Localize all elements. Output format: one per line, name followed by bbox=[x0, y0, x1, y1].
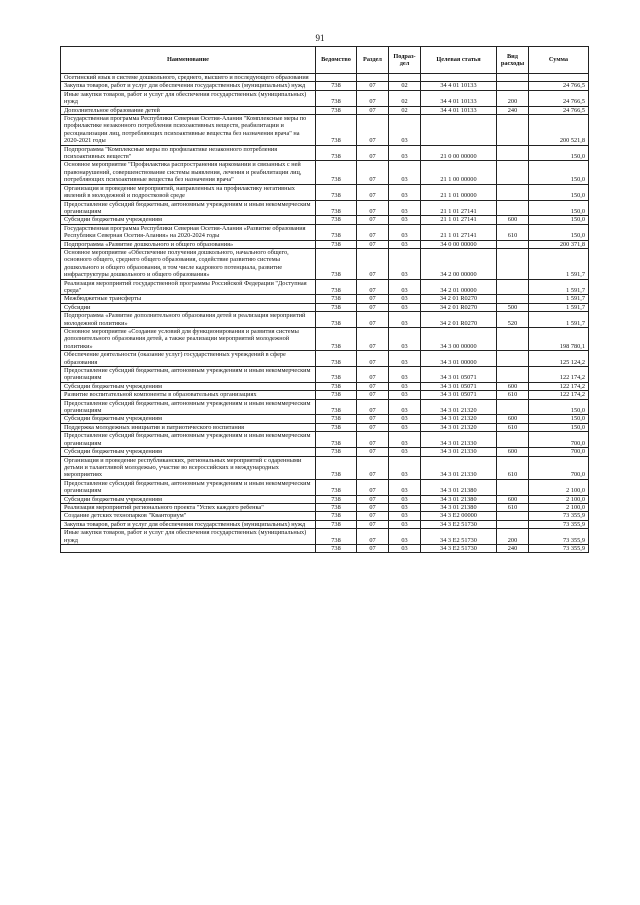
row-dept-cell: 738 bbox=[316, 495, 357, 503]
row-name-cell: Реализация мероприятий государственной программы Российской Федерации "Доступная среда" bbox=[61, 279, 316, 295]
row-dept-cell: 738 bbox=[316, 303, 357, 311]
row-target-cell: 34 3 01 21380 bbox=[421, 479, 497, 495]
table-row bbox=[61, 495, 589, 503]
row-dept-cell: 738 bbox=[316, 423, 357, 431]
row-dept-cell: 738 bbox=[316, 448, 357, 456]
header-name: Наименование bbox=[61, 47, 316, 74]
row-subsection-cell: 03 bbox=[389, 367, 421, 383]
row-dept-cell: 738 bbox=[316, 184, 357, 200]
row-target-cell: 21 1 01 27141 bbox=[421, 216, 497, 224]
header-dept: Ведомство bbox=[316, 47, 357, 74]
row-name-cell: Субсидии бюджетным учреждениям bbox=[61, 415, 316, 423]
row-name-cell: Основное мероприятие «Обеспечение получения дошкольного, начального общего, основного общего, среднего общего образования, содействие развитию системы дошкольного и общего образования, в том числе кадрового потенциала, развитие инфраструктуры дошкольного и общего образования» bbox=[61, 248, 316, 279]
row-sum-cell: 150,0 bbox=[529, 161, 589, 184]
table-row bbox=[61, 106, 589, 114]
row-section-cell: 07 bbox=[357, 184, 389, 200]
row-dept-cell: 738 bbox=[316, 216, 357, 224]
page-number: 91 bbox=[315, 33, 325, 43]
row-expense-type-cell bbox=[497, 512, 529, 520]
row-dept-cell bbox=[316, 74, 357, 82]
row-name-cell: Поддержка молодежных инициатив и патриотического воспитания bbox=[61, 423, 316, 431]
row-section-cell: 07 bbox=[357, 503, 389, 511]
table-row bbox=[61, 512, 589, 520]
row-name-cell: Субсидии бюджетным учреждениям bbox=[61, 448, 316, 456]
table-row bbox=[61, 295, 589, 303]
table-row bbox=[61, 503, 589, 511]
row-target-cell: 34 3 E2 51730 bbox=[421, 544, 497, 552]
table-row bbox=[61, 90, 589, 106]
row-target-cell: 34 4 01 10133 bbox=[421, 90, 497, 106]
row-expense-type-cell: 200 bbox=[497, 529, 529, 545]
row-target-cell: 21 1 00 00000 bbox=[421, 161, 497, 184]
row-dept-cell: 738 bbox=[316, 391, 357, 399]
row-target-cell: 34 2 01 00000 bbox=[421, 279, 497, 295]
table-row bbox=[61, 399, 589, 415]
table-row bbox=[61, 200, 589, 216]
row-name-cell: Иные закупки товаров, работ и услуг для обеспечения государственных (муниципальных) нужд bbox=[61, 529, 316, 545]
row-name-cell: Создание детских технопарков "Кванториум" bbox=[61, 512, 316, 520]
row-name-cell: Государственная программа Республики Северная Осетия-Алания "Комплексные меры по профилактике незаконного потребления психоактивных веществ, реабилитации и ресоциализации лиц, потребляющих психоактивные вещества без назначения врача" на 2020-2021 годы bbox=[61, 115, 316, 146]
row-section-cell bbox=[357, 74, 389, 82]
table-row bbox=[61, 115, 589, 146]
row-dept-cell: 738 bbox=[316, 415, 357, 423]
row-sum-cell: 24 766,5 bbox=[529, 82, 589, 90]
row-section-cell: 07 bbox=[357, 312, 389, 328]
row-expense-type-cell bbox=[497, 82, 529, 90]
row-expense-type-cell: 600 bbox=[497, 448, 529, 456]
row-sum-cell: 73 355,9 bbox=[529, 544, 589, 552]
row-subsection-cell: 03 bbox=[389, 456, 421, 479]
row-dept-cell: 738 bbox=[316, 295, 357, 303]
row-target-cell: 34 3 01 05071 bbox=[421, 391, 497, 399]
row-sum-cell: 73 355,9 bbox=[529, 520, 589, 528]
row-section-cell: 07 bbox=[357, 423, 389, 431]
table-row bbox=[61, 82, 589, 90]
row-sum-cell: 1 591,7 bbox=[529, 312, 589, 328]
row-dept-cell: 738 bbox=[316, 90, 357, 106]
row-section-cell: 07 bbox=[357, 303, 389, 311]
row-expense-type-cell: 500 bbox=[497, 303, 529, 311]
row-expense-type-cell bbox=[497, 161, 529, 184]
row-target-cell: 34 3 E2 51730 bbox=[421, 520, 497, 528]
row-subsection-cell: 03 bbox=[389, 520, 421, 528]
row-name-cell: Основное мероприятие "Профилактика распространения наркомании и связанных с ней правонарушений, совершенствование системы выявления, лечения и реабилитации лиц, потребляющих психоактивные вещества без назначения врача" bbox=[61, 161, 316, 184]
row-target-cell: 34 3 01 21330 bbox=[421, 456, 497, 479]
row-dept-cell: 738 bbox=[316, 382, 357, 390]
row-subsection-cell: 03 bbox=[389, 328, 421, 351]
row-target-cell: 34 2 01 R0270 bbox=[421, 312, 497, 328]
row-name-cell: Иные закупки товаров, работ и услуг для обеспечения государственных (муниципальных) нужд bbox=[61, 90, 316, 106]
table-row bbox=[61, 448, 589, 456]
row-name-cell: Предоставление субсидий бюджетным, автономным учреждениям и иным некоммерческим организациям bbox=[61, 200, 316, 216]
row-subsection-cell: 03 bbox=[389, 115, 421, 146]
row-target-cell: 21 1 01 27141 bbox=[421, 224, 497, 240]
row-subsection-cell: 02 bbox=[389, 106, 421, 114]
row-sum-cell: 150,0 bbox=[529, 216, 589, 224]
row-subsection-cell: 03 bbox=[389, 512, 421, 520]
table-row bbox=[61, 432, 589, 448]
row-name-cell: Предоставление субсидий бюджетным, автономным учреждениям и иным некоммерческим организациям bbox=[61, 432, 316, 448]
row-subsection-cell: 03 bbox=[389, 415, 421, 423]
row-section-cell: 07 bbox=[357, 448, 389, 456]
row-target-cell: 34 3 E2 00000 bbox=[421, 512, 497, 520]
row-section-cell: 07 bbox=[357, 456, 389, 479]
table-row bbox=[61, 391, 589, 399]
row-dept-cell: 738 bbox=[316, 115, 357, 146]
row-subsection-cell: 03 bbox=[389, 382, 421, 390]
row-section-cell: 07 bbox=[357, 399, 389, 415]
row-target-cell: 34 2 01 R0270 bbox=[421, 303, 497, 311]
row-expense-type-cell bbox=[497, 200, 529, 216]
row-subsection-cell: 03 bbox=[389, 479, 421, 495]
row-target-cell: 34 4 01 10133 bbox=[421, 106, 497, 114]
row-expense-type-cell: 610 bbox=[497, 423, 529, 431]
row-subsection-cell: 03 bbox=[389, 503, 421, 511]
row-section-cell: 07 bbox=[357, 479, 389, 495]
budget-table bbox=[60, 46, 589, 553]
row-section-cell: 07 bbox=[357, 90, 389, 106]
row-sum-cell: 24 766,5 bbox=[529, 90, 589, 106]
row-name-cell: Предоставление субсидий бюджетным, автономным учреждениям и иным некоммерческим организациям bbox=[61, 479, 316, 495]
row-section-cell: 07 bbox=[357, 328, 389, 351]
row-subsection-cell: 03 bbox=[389, 351, 421, 367]
table-row bbox=[61, 216, 589, 224]
row-subsection-cell: 03 bbox=[389, 248, 421, 279]
row-expense-type-cell bbox=[497, 432, 529, 448]
row-section-cell: 07 bbox=[357, 382, 389, 390]
table-row bbox=[61, 367, 589, 383]
row-name-cell: Подпрограмма «Развитие дополнительного образования детей и реализация мероприятий молодежной политики» bbox=[61, 312, 316, 328]
row-dept-cell: 738 bbox=[316, 145, 357, 161]
row-section-cell: 07 bbox=[357, 161, 389, 184]
row-subsection-cell: 03 bbox=[389, 184, 421, 200]
row-sum-cell: 700,0 bbox=[529, 448, 589, 456]
row-expense-type-cell: 600 bbox=[497, 382, 529, 390]
row-subsection-cell: 03 bbox=[389, 224, 421, 240]
table-row bbox=[61, 382, 589, 390]
row-expense-type-cell: 610 bbox=[497, 456, 529, 479]
table-row bbox=[61, 248, 589, 279]
table-row bbox=[61, 415, 589, 423]
row-target-cell: 34 3 01 21320 bbox=[421, 423, 497, 431]
table-row bbox=[61, 520, 589, 528]
row-name-cell: Обеспечение деятельности (оказание услуг) государственных учреждений в сфере образования bbox=[61, 351, 316, 367]
row-section-cell: 07 bbox=[357, 82, 389, 90]
row-sum-cell: 1 591,7 bbox=[529, 279, 589, 295]
row-dept-cell: 738 bbox=[316, 512, 357, 520]
row-name-cell: Субсидии бюджетным учреждениям bbox=[61, 382, 316, 390]
row-section-cell: 07 bbox=[357, 200, 389, 216]
row-section-cell: 07 bbox=[357, 279, 389, 295]
row-dept-cell: 738 bbox=[316, 351, 357, 367]
row-dept-cell: 738 bbox=[316, 200, 357, 216]
row-dept-cell: 738 bbox=[316, 161, 357, 184]
row-dept-cell: 738 bbox=[316, 240, 357, 248]
row-subsection-cell: 03 bbox=[389, 161, 421, 184]
row-subsection-cell: 03 bbox=[389, 145, 421, 161]
row-section-cell: 07 bbox=[357, 367, 389, 383]
row-expense-type-cell bbox=[497, 520, 529, 528]
row-expense-type-cell: 610 bbox=[497, 224, 529, 240]
row-subsection-cell: 03 bbox=[389, 432, 421, 448]
row-sum-cell: 150,0 bbox=[529, 415, 589, 423]
row-subsection-cell: 03 bbox=[389, 312, 421, 328]
row-expense-type-cell: 610 bbox=[497, 391, 529, 399]
row-expense-type-cell bbox=[497, 399, 529, 415]
row-name-cell: Закупка товаров, работ и услуг для обеспечения государственных (муниципальных) нужд bbox=[61, 82, 316, 90]
row-target-cell: 34 3 01 21320 bbox=[421, 399, 497, 415]
row-target-cell bbox=[421, 115, 497, 146]
row-subsection-cell: 03 bbox=[389, 529, 421, 545]
row-expense-type-cell: 600 bbox=[497, 415, 529, 423]
row-sum-cell: 150,0 bbox=[529, 145, 589, 161]
row-target-cell: 34 2 00 00000 bbox=[421, 248, 497, 279]
row-subsection-cell: 02 bbox=[389, 82, 421, 90]
row-expense-type-cell: 240 bbox=[497, 544, 529, 552]
row-dept-cell: 738 bbox=[316, 479, 357, 495]
row-expense-type-cell bbox=[497, 74, 529, 82]
row-sum-cell: 150,0 bbox=[529, 224, 589, 240]
row-expense-type-cell: 600 bbox=[497, 495, 529, 503]
row-dept-cell: 738 bbox=[316, 328, 357, 351]
row-section-cell: 07 bbox=[357, 432, 389, 448]
row-name-cell: Субсидии bbox=[61, 303, 316, 311]
row-sum-cell: 125 124,2 bbox=[529, 351, 589, 367]
row-section-cell: 07 bbox=[357, 391, 389, 399]
row-sum-cell: 700,0 bbox=[529, 456, 589, 479]
row-dept-cell: 738 bbox=[316, 529, 357, 545]
row-dept-cell: 738 bbox=[316, 520, 357, 528]
row-expense-type-cell bbox=[497, 351, 529, 367]
table-body bbox=[61, 74, 589, 553]
row-subsection-cell: 03 bbox=[389, 544, 421, 552]
row-target-cell: 21 1 01 27141 bbox=[421, 200, 497, 216]
header-subsection: Подраз- дел bbox=[389, 47, 421, 74]
table-row bbox=[61, 145, 589, 161]
row-name-cell: Осетинский язык в системе дошкольного, среднего, высшего и последующего образования bbox=[61, 74, 316, 82]
table-row bbox=[61, 312, 589, 328]
header-sum: Сумма bbox=[529, 47, 589, 74]
row-section-cell: 07 bbox=[357, 520, 389, 528]
row-dept-cell: 738 bbox=[316, 503, 357, 511]
row-dept-cell: 738 bbox=[316, 399, 357, 415]
row-dept-cell: 738 bbox=[316, 82, 357, 90]
row-name-cell: Дополнительное образование детей bbox=[61, 106, 316, 114]
row-subsection-cell: 03 bbox=[389, 200, 421, 216]
row-expense-type-cell bbox=[497, 248, 529, 279]
row-subsection-cell: 03 bbox=[389, 240, 421, 248]
row-target-cell: 34 3 01 21330 bbox=[421, 448, 497, 456]
row-dept-cell: 738 bbox=[316, 279, 357, 295]
row-name-cell: Организация и проведение мероприятий, направленных на профилактику негативных явлений в молодежной и подростковой среде bbox=[61, 184, 316, 200]
row-dept-cell: 738 bbox=[316, 312, 357, 328]
row-dept-cell: 738 bbox=[316, 367, 357, 383]
row-dept-cell: 738 bbox=[316, 248, 357, 279]
row-expense-type-cell: 600 bbox=[497, 216, 529, 224]
row-target-cell: 21 0 00 00000 bbox=[421, 145, 497, 161]
row-dept-cell: 738 bbox=[316, 106, 357, 114]
header-target: Целевая статья bbox=[421, 47, 497, 74]
row-subsection-cell: 03 bbox=[389, 495, 421, 503]
row-target-cell bbox=[421, 74, 497, 82]
row-dept-cell: 738 bbox=[316, 544, 357, 552]
row-target-cell: 34 3 01 05071 bbox=[421, 382, 497, 390]
row-expense-type-cell: 520 bbox=[497, 312, 529, 328]
row-target-cell: 34 0 00 00000 bbox=[421, 240, 497, 248]
row-expense-type-cell bbox=[497, 479, 529, 495]
row-sum-cell: 150,0 bbox=[529, 423, 589, 431]
row-sum-cell: 73 355,9 bbox=[529, 529, 589, 545]
row-sum-cell: 2 100,0 bbox=[529, 479, 589, 495]
row-subsection-cell: 03 bbox=[389, 423, 421, 431]
table-row bbox=[61, 184, 589, 200]
row-section-cell: 07 bbox=[357, 415, 389, 423]
row-name-cell: Развитие воспитательной компоненты в образовательных организациях bbox=[61, 391, 316, 399]
row-sum-cell: 1 591,7 bbox=[529, 248, 589, 279]
row-name-cell: Субсидии бюджетным учреждениям bbox=[61, 216, 316, 224]
row-section-cell: 07 bbox=[357, 295, 389, 303]
row-section-cell: 07 bbox=[357, 145, 389, 161]
row-name-cell bbox=[61, 544, 316, 552]
row-expense-type-cell bbox=[497, 184, 529, 200]
table-row bbox=[61, 279, 589, 295]
row-target-cell: 34 3 01 21380 bbox=[421, 503, 497, 511]
row-sum-cell: 198 780,1 bbox=[529, 328, 589, 351]
row-sum-cell: 122 174,2 bbox=[529, 391, 589, 399]
row-section-cell: 07 bbox=[357, 544, 389, 552]
row-target-cell: 34 3 01 05071 bbox=[421, 367, 497, 383]
row-expense-type-cell bbox=[497, 367, 529, 383]
table-row bbox=[61, 74, 589, 82]
row-sum-cell: 150,0 bbox=[529, 184, 589, 200]
row-section-cell: 07 bbox=[357, 115, 389, 146]
row-sum-cell: 200 371,8 bbox=[529, 240, 589, 248]
row-expense-type-cell bbox=[497, 240, 529, 248]
row-name-cell: Предоставление субсидий бюджетным, автономным учреждениям и иным некоммерческим организациям bbox=[61, 399, 316, 415]
row-sum-cell: 24 766,5 bbox=[529, 106, 589, 114]
table-row bbox=[61, 224, 589, 240]
row-subsection-cell bbox=[389, 74, 421, 82]
table-row bbox=[61, 240, 589, 248]
row-target-cell: 34 3 E2 51730 bbox=[421, 529, 497, 545]
row-target-cell: 34 3 01 21330 bbox=[421, 432, 497, 448]
row-subsection-cell: 03 bbox=[389, 279, 421, 295]
row-sum-cell: 2 100,0 bbox=[529, 503, 589, 511]
row-name-cell: Подпрограмма «Развитие дошкольного и общего образования» bbox=[61, 240, 316, 248]
header-expense-type: Вид расходы bbox=[497, 47, 529, 74]
row-target-cell: 21 1 01 00000 bbox=[421, 184, 497, 200]
table-row bbox=[61, 544, 589, 552]
row-expense-type-cell bbox=[497, 145, 529, 161]
row-expense-type-cell bbox=[497, 279, 529, 295]
table-row bbox=[61, 529, 589, 545]
row-section-cell: 07 bbox=[357, 248, 389, 279]
row-expense-type-cell: 200 bbox=[497, 90, 529, 106]
table-row bbox=[61, 161, 589, 184]
row-target-cell: 34 4 01 10133 bbox=[421, 82, 497, 90]
row-sum-cell: 73 355,9 bbox=[529, 512, 589, 520]
row-sum-cell: 122 174,2 bbox=[529, 382, 589, 390]
row-name-cell: Государственная программа Республики Северная Осетия-Алания «Развитие образования Республики Северная Осетия-Алания» на 2020-2024 годы bbox=[61, 224, 316, 240]
row-name-cell: Основное мероприятие «Создание условий для функционирования и развития системы дополнительного образования детей, а также реализации мероприятий молодежной политики» bbox=[61, 328, 316, 351]
row-target-cell: 34 3 01 21320 bbox=[421, 415, 497, 423]
row-subsection-cell: 02 bbox=[389, 90, 421, 106]
row-sum-cell: 150,0 bbox=[529, 399, 589, 415]
row-section-cell: 07 bbox=[357, 495, 389, 503]
row-expense-type-cell: 610 bbox=[497, 503, 529, 511]
row-subsection-cell: 03 bbox=[389, 303, 421, 311]
row-expense-type-cell: 240 bbox=[497, 106, 529, 114]
row-name-cell: Подпрограмма "Комплексные меры по профилактике незаконного потребления психоактивных веществ" bbox=[61, 145, 316, 161]
row-sum-cell bbox=[529, 74, 589, 82]
row-subsection-cell: 03 bbox=[389, 448, 421, 456]
row-name-cell: Реализация мероприятий регионального проекта "Успех каждого ребенка" bbox=[61, 503, 316, 511]
row-target-cell: 34 3 01 00000 bbox=[421, 351, 497, 367]
row-expense-type-cell bbox=[497, 295, 529, 303]
row-section-cell: 07 bbox=[357, 529, 389, 545]
row-name-cell: Межбюджетные трансферты bbox=[61, 295, 316, 303]
row-expense-type-cell bbox=[497, 328, 529, 351]
row-sum-cell: 1 591,7 bbox=[529, 295, 589, 303]
row-subsection-cell: 03 bbox=[389, 216, 421, 224]
row-sum-cell: 1 591,7 bbox=[529, 303, 589, 311]
row-dept-cell: 738 bbox=[316, 224, 357, 240]
row-expense-type-cell bbox=[497, 115, 529, 146]
row-section-cell: 07 bbox=[357, 216, 389, 224]
row-name-cell: Организация и проведение республиканских, региональных мероприятий с одаренными детьми и талантливой молодежью, участие во всероссийских и международных мероприятиях bbox=[61, 456, 316, 479]
table-row bbox=[61, 303, 589, 311]
row-subsection-cell: 03 bbox=[389, 399, 421, 415]
row-dept-cell: 738 bbox=[316, 456, 357, 479]
row-sum-cell: 200 521,8 bbox=[529, 115, 589, 146]
row-target-cell: 34 3 01 21380 bbox=[421, 495, 497, 503]
table-row bbox=[61, 456, 589, 479]
row-sum-cell: 2 100,0 bbox=[529, 495, 589, 503]
table-row bbox=[61, 328, 589, 351]
table-row bbox=[61, 423, 589, 431]
row-section-cell: 07 bbox=[357, 512, 389, 520]
row-sum-cell: 700,0 bbox=[529, 432, 589, 448]
table-row bbox=[61, 351, 589, 367]
row-subsection-cell: 03 bbox=[389, 391, 421, 399]
row-section-cell: 07 bbox=[357, 351, 389, 367]
header-section: Раздел bbox=[357, 47, 389, 74]
row-name-cell: Предоставление субсидий бюджетным, автономным учреждениям и иным некоммерческим организациям bbox=[61, 367, 316, 383]
row-target-cell: 34 3 00 00000 bbox=[421, 328, 497, 351]
row-target-cell: 34 2 01 R0270 bbox=[421, 295, 497, 303]
row-section-cell: 07 bbox=[357, 106, 389, 114]
row-section-cell: 07 bbox=[357, 224, 389, 240]
row-name-cell: Субсидии бюджетным учреждениям bbox=[61, 495, 316, 503]
row-sum-cell: 122 174,2 bbox=[529, 367, 589, 383]
row-section-cell: 07 bbox=[357, 240, 389, 248]
table-row bbox=[61, 479, 589, 495]
row-dept-cell: 738 bbox=[316, 432, 357, 448]
row-name-cell: Закупка товаров, работ и услуг для обеспечения государственных (муниципальных) нужд bbox=[61, 520, 316, 528]
row-subsection-cell: 03 bbox=[389, 295, 421, 303]
row-sum-cell: 150,0 bbox=[529, 200, 589, 216]
table-header-row bbox=[61, 47, 589, 74]
